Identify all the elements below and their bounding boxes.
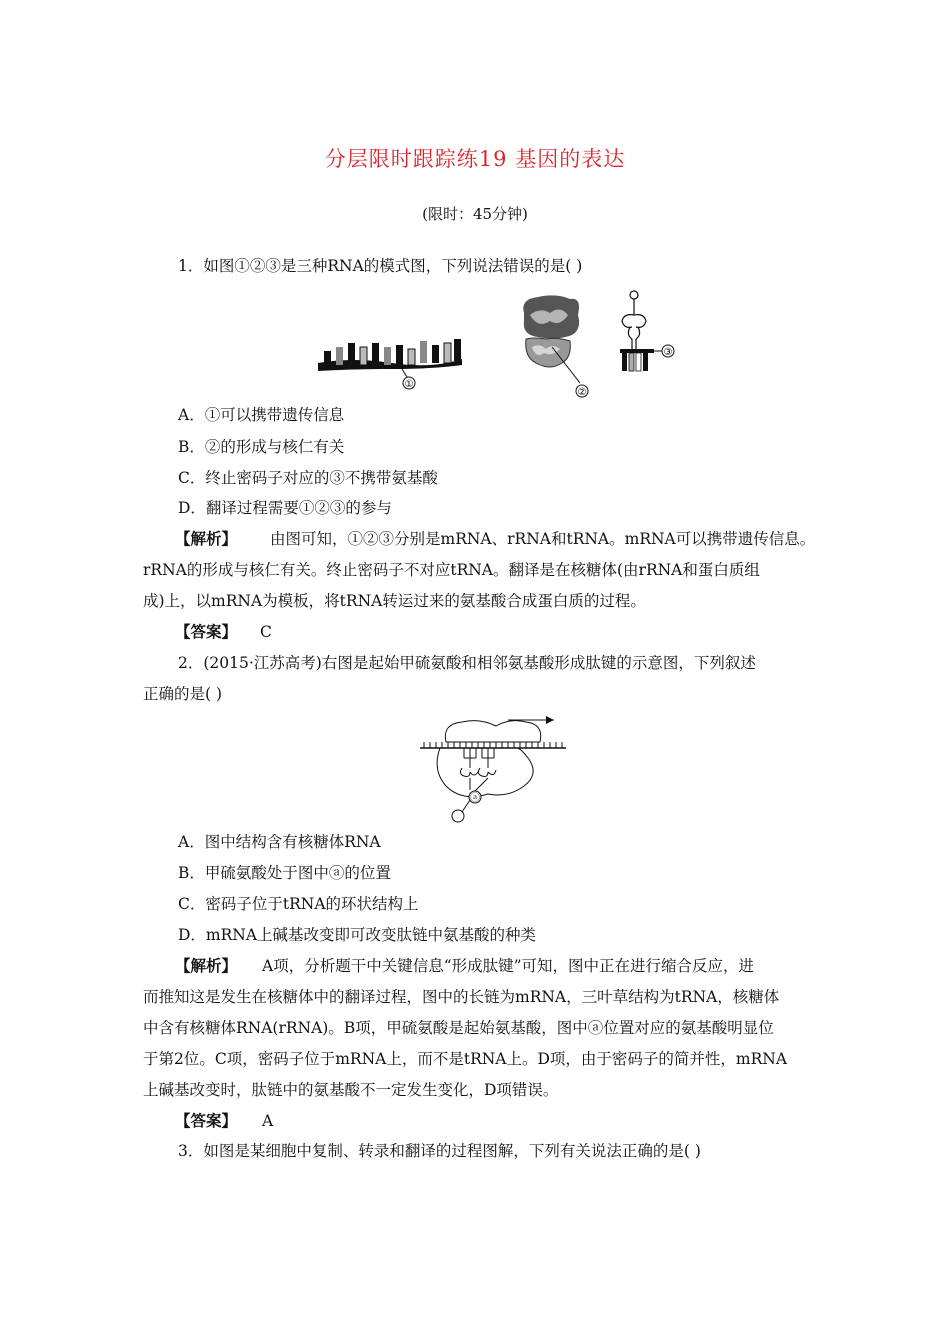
label-1: ①	[404, 379, 414, 390]
q1-figure-trna	[612, 289, 687, 379]
q1-option-b: B．②的形成与核仁有关	[178, 438, 345, 456]
label-3: ③	[663, 347, 673, 358]
q2-analysis-line5: 上碱基改变时，肽链中的氨基酸不一定发生变化，D项错误。	[143, 1081, 559, 1099]
q2-answer: A	[262, 1112, 274, 1130]
q2-stem-line1: 2．(2015·江苏高考)右图是起始甲硫氨酸和相邻氨基酸形成肽键的示意图，下列叙述	[178, 654, 756, 672]
time-limit: (限时：45分钟)	[422, 205, 528, 223]
q2-stem-line2: 正确的是( )	[143, 685, 223, 703]
label-a: ⓐ	[470, 793, 480, 804]
q2-option-d: D．mRNA上碱基改变即可改变肽链中氨基酸的种类	[178, 926, 537, 944]
q1-analysis-line3: 成)上，以mRNA为模板，将tRNA转运过来的氨基酸合成蛋白质的过程。	[143, 592, 646, 610]
q2-analysis-line3: 中含有核糖体RNA(rRNA)。B项，甲硫氨酸是起始氨基酸，图中ⓐ位置对应的氨基酸明显位	[143, 1019, 774, 1037]
q1-answer-tag: 【答案】	[175, 622, 238, 641]
q2-option-a: A．图中结构含有核糖体RNA	[178, 833, 381, 851]
q2-analysis-line2: 而推知这是发生在核糖体中的翻译过程，图中的长链为mRNA，三叶草结构为tRNA，核糖体	[143, 988, 780, 1006]
q1-answer: C	[260, 623, 272, 641]
q1-analysis-line1: 由图可知，①②③分别是mRNA、rRNA和tRNA。mRNA可以携带遗传信息。	[270, 530, 816, 548]
q2-figure	[418, 714, 568, 826]
q1-figure-mrna	[312, 333, 472, 393]
q2-option-c: C．密码子位于tRNA的环状结构上	[178, 895, 419, 913]
q2-analysis-line1: A项，分析题干中关键信息“形成肽键”可知，图中正在进行缩合反应，进	[262, 957, 755, 975]
q1-analysis-line2: rRNA的形成与核仁有关。终止密码子不对应tRNA。翻译是在核糖体(由rRNA和蛋白质组	[143, 561, 760, 579]
page-title: 分层限时跟踪练19 基因的表达	[324, 147, 626, 171]
q1-option-c: C．终止密码子对应的③不携带氨基酸	[178, 469, 438, 487]
label-2: ②	[577, 387, 587, 398]
q2-answer-tag: 【答案】	[175, 1111, 238, 1130]
q1-option-a: A．①可以携带遗传信息	[178, 406, 345, 424]
q2-option-b: B．甲硫氨酸处于图中ⓐ的位置	[178, 864, 391, 882]
q1-figure-ribosome	[516, 293, 596, 401]
q1-option-d: D．翻译过程需要①②③的参与	[178, 499, 392, 517]
q3-stem: 3．如图是某细胞中复制、转录和翻译的过程图解，下列有关说法正确的是( )	[178, 1142, 701, 1160]
q1-analysis-tag: 【解析】	[175, 529, 238, 548]
q2-analysis-tag: 【解析】	[175, 956, 238, 975]
q1-stem: 1．如图①②③是三种RNA的模式图，下列说法错误的是( )	[178, 257, 583, 275]
q2-analysis-line4: 于第2位。C项，密码子位于mRNA上，而不是tRNA上。D项，由于密码子的简并性，mRNA	[143, 1050, 788, 1068]
